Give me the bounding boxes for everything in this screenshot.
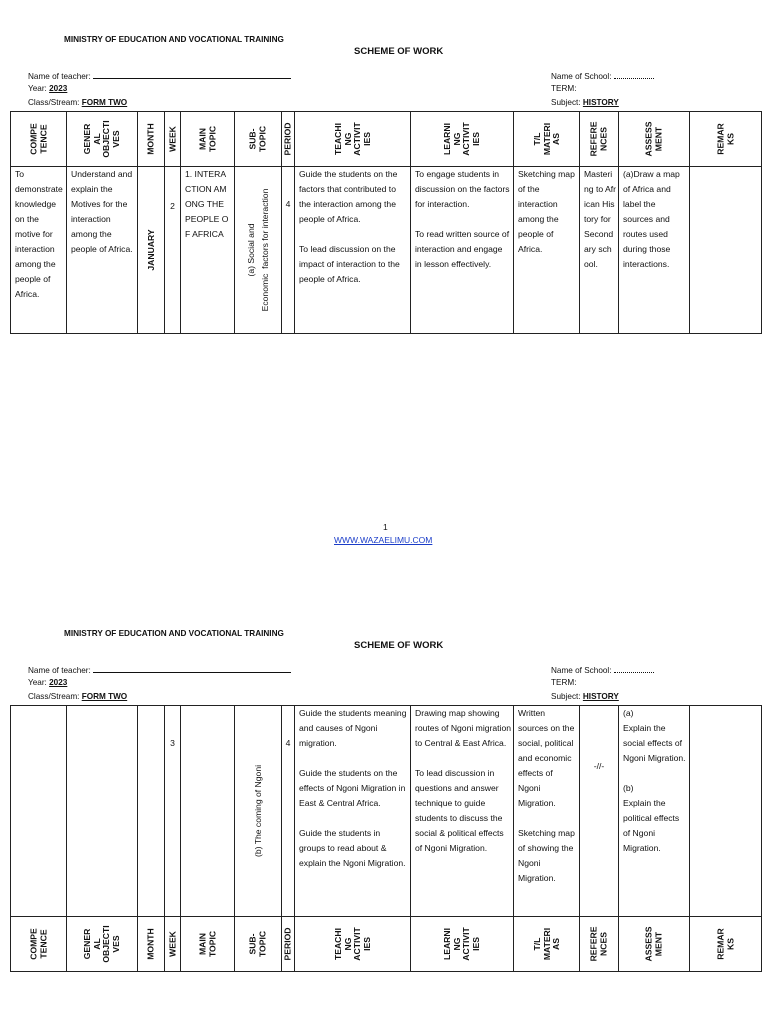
- references-cell: Mastering to African History for Secondary school.: [580, 167, 619, 334]
- header-materials: T/L MATERI AS: [514, 917, 580, 972]
- header-week: WEEK: [165, 112, 181, 167]
- materials-cell: Sketching map of the interaction among the people of Africa.: [514, 167, 580, 334]
- header-competence: COMPE TENCE: [11, 112, 67, 167]
- period-cell: 4: [282, 706, 295, 917]
- ministry-title: MINISTRY OF EDUCATION AND VOCATIONAL TRAINING: [64, 35, 284, 44]
- header-assessment: ASSESS MENT: [619, 917, 690, 972]
- table-row: [11, 706, 762, 917]
- teacher-line: [93, 71, 291, 79]
- scheme-title-initial: S: [354, 46, 361, 57]
- header-competence: COMPE TENCE: [11, 917, 67, 972]
- teacher-label: Name of teacher:: [28, 72, 91, 81]
- main-topic-cell: [181, 706, 235, 917]
- header-main-topic: MAIN TOPIC: [181, 917, 235, 972]
- objectives-cell: [67, 706, 138, 917]
- header-assessment: ASSESS MENT: [619, 112, 690, 167]
- week-cell: 3: [165, 706, 181, 917]
- header-references: REFERE NCES: [580, 112, 619, 167]
- website-link[interactable]: WWW.WAZAELIMU.COM: [334, 535, 433, 545]
- header-month: MONTH: [138, 917, 165, 972]
- header-row: [11, 917, 762, 972]
- remarks-cell: [690, 167, 762, 334]
- scheme-title-initial: S: [354, 640, 361, 651]
- class-field: [28, 98, 127, 107]
- scheme-title-rest: CHEME OF WORK: [360, 46, 444, 57]
- header-objectives: GENER AL OBJECTI VES: [67, 917, 138, 972]
- learning-cell: Drawing map showing routes of Ngoni migration to Central & East Africa. To lead discussion in questions and answer technique to guide students to discuss the social & political effects of Ngoni Migration.: [411, 706, 514, 917]
- header-main-topic: MAIN TOPIC: [181, 112, 235, 167]
- teaching-cell: Guide the students meaning and causes of Ngoni migration. Guide the students on the effects of Ngoni Migration in East & Central Africa. Guide the students in groups to read about & explain the Ngoni Migration.: [295, 706, 411, 917]
- subject-value: HISTORY: [582, 98, 619, 107]
- assessment-cell: (a) Explain the social effects of Ngoni Migration. (b) Explain the political effects of Ngoni Migration.: [619, 706, 690, 917]
- school-field: [551, 71, 654, 81]
- class-label: Class/Stream:: [28, 98, 80, 107]
- remarks-cell: [690, 706, 762, 917]
- class-value: FORM TWO: [81, 98, 128, 107]
- week-cell: 2: [165, 167, 181, 334]
- header-week: WEEK: [165, 917, 181, 972]
- year-label: Year:: [28, 84, 47, 93]
- school-label: Name of School:: [551, 666, 612, 675]
- class-field: [28, 692, 127, 701]
- year-value: 2023: [49, 84, 68, 93]
- year-label: Year:: [28, 678, 47, 687]
- table-row: [11, 167, 762, 334]
- school-label: Name of School:: [551, 72, 612, 81]
- period-cell: 4: [282, 167, 295, 334]
- subject-field: [551, 692, 619, 701]
- references-cell: -//-: [580, 706, 619, 917]
- teacher-field: [28, 665, 291, 675]
- ministry-title: MINISTRY OF EDUCATION AND VOCATIONAL TRAINING: [64, 629, 284, 638]
- competence-cell: To demonstrate knowledge on the motive for interaction among the people of Africa.: [11, 167, 67, 334]
- header-references: REFERE NCES: [580, 917, 619, 972]
- scheme-title: [354, 46, 443, 57]
- header-month: MONTH: [138, 112, 165, 167]
- materials-cell: Written sources on the social, political and economic effects of Ngoni Migration. Sketching map of showing the Ngoni Migration.: [514, 706, 580, 917]
- page-number: 1: [383, 522, 388, 532]
- subject-label: Subject:: [551, 692, 581, 701]
- class-value: FORM TWO: [81, 692, 128, 701]
- month-cell: [138, 706, 165, 917]
- header-teaching: TEACHI NG ACTIVIT IES: [295, 917, 411, 972]
- teacher-label: Name of teacher:: [28, 666, 91, 675]
- header-materials: T/L MATERI AS: [514, 112, 580, 167]
- header-remarks: REMAR KS: [690, 917, 762, 972]
- header-row: [11, 112, 762, 167]
- header-sub-topic: SUB- TOPIC: [235, 112, 282, 167]
- header-learning: LEARNI NG ACTIVIT IES: [411, 917, 514, 972]
- subject-label: Subject:: [551, 98, 581, 107]
- main-topic-cell: 1. INTERACTION AMONG THE PEOPLE OF AFRICA: [181, 167, 235, 334]
- teacher-line: [93, 665, 291, 673]
- class-label: Class/Stream:: [28, 692, 80, 701]
- competence-cell: [11, 706, 67, 917]
- term-label: TERM:: [551, 84, 577, 93]
- subject-value: HISTORY: [582, 692, 619, 701]
- year-value: 2023: [49, 678, 68, 687]
- header-sub-topic: SUB- TOPIC: [235, 917, 282, 972]
- year-field: [28, 84, 67, 93]
- year-field: [28, 678, 67, 687]
- header-remarks: REMAR KS: [690, 112, 762, 167]
- month-cell: JANUARY: [138, 167, 165, 334]
- scheme-title-rest: CHEME OF WORK: [360, 640, 444, 651]
- header-objectives: GENER AL OBJECTI VES: [67, 112, 138, 167]
- term-label: TERM:: [551, 678, 577, 687]
- objectives-cell: Understand and explain the Motives for the interaction among the people of Africa.: [67, 167, 138, 334]
- school-field: [551, 665, 654, 675]
- scheme-title: [354, 640, 443, 651]
- sub-topic-cell: (b) The coming of Ngoni: [235, 706, 282, 917]
- assessment-cell: (a)Draw a map of Africa and label the sources and routes used during those interactions.: [619, 167, 690, 334]
- header-teaching: TEACHI NG ACTIVIT IES: [295, 112, 411, 167]
- teacher-field: [28, 71, 291, 81]
- scheme-table-1: [10, 111, 762, 334]
- subject-field: [551, 98, 619, 107]
- learning-cell: To engage students in discussion on the factors for interaction. To read written source of interaction and engage in lesson effectively.: [411, 167, 514, 334]
- school-line: [614, 71, 654, 79]
- sub-topic-cell: (a) Social and Economic factors for interaction: [235, 167, 282, 334]
- school-line: [614, 665, 654, 673]
- header-learning: LEARNI NG ACTIVIT IES: [411, 112, 514, 167]
- header-period: PERIOD: [282, 112, 295, 167]
- scheme-table-2: [10, 705, 762, 972]
- teaching-cell: Guide the students on the factors that contributed to the interaction among the people of Africa. To lead discussion on the impact of interaction to the people of Africa.: [295, 167, 411, 334]
- header-period: PERIOD: [282, 917, 295, 972]
